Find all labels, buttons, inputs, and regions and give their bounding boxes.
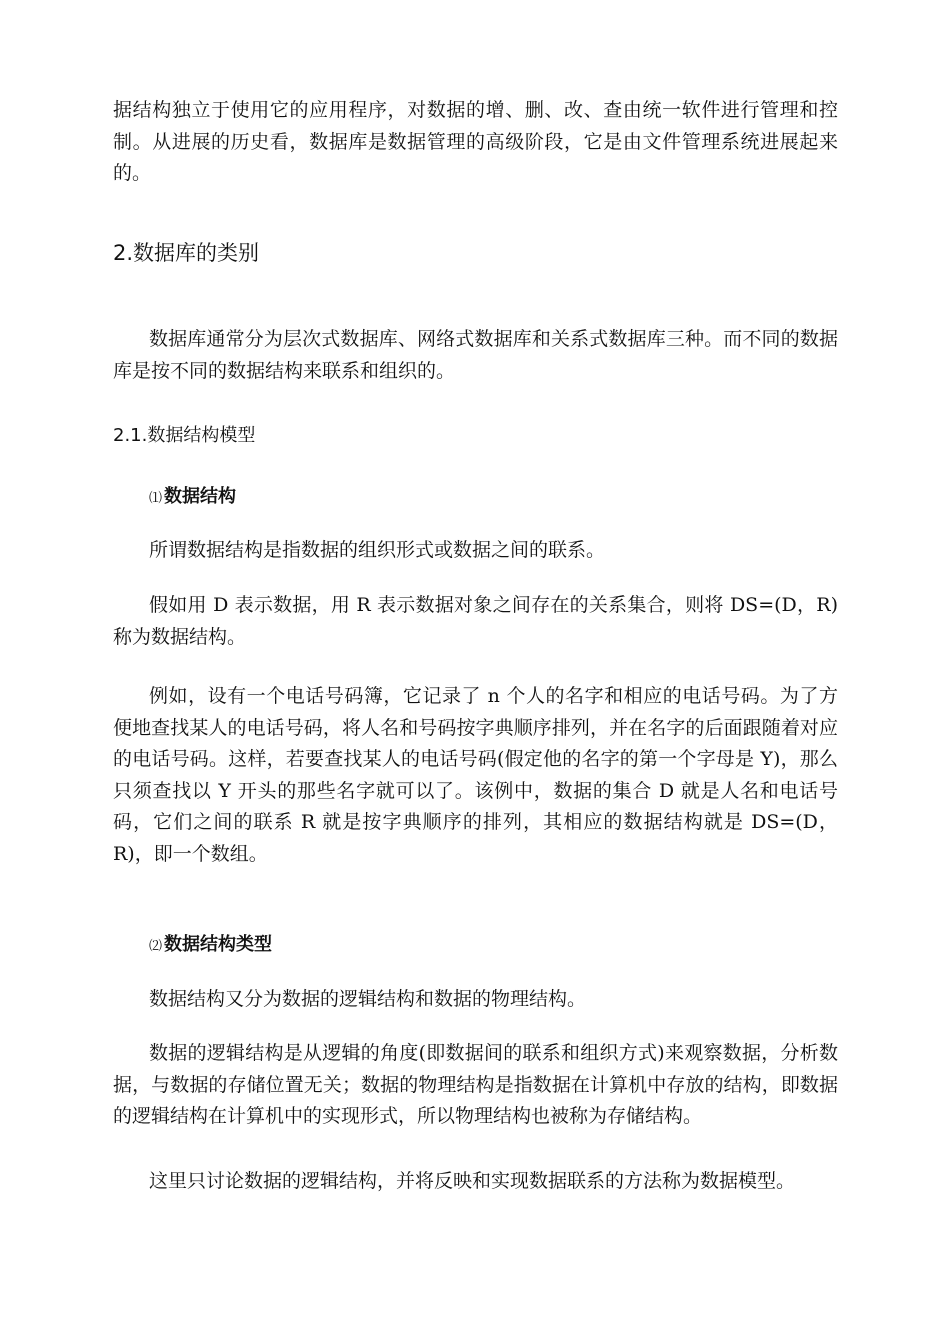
paragraph-intro-continued: 据结构独立于使用它的应用程序，对数据的增、删、改、查由统一软件进行管理和控制。从进展的历史看，数据库是数据管理的高级阶段，它是由文件管理系统进展起来的。 bbox=[113, 99, 838, 185]
paragraph-phonebook-example: 例如，设有一个电话号码簿，它记录了 n 个人的名字和相应的电话号码。为了方便地查找某人的电话号码，将人名和号码按字典顺序排列，并在名字的后面跟随着对应的电话号码。这样，若要查找某人的电话号码(假定他的名字的第一个字母是 Y)，那么只须查找以 Y 开头的那些名字就可以了。该例中，数据的集合 D 就是人名和电话号码，它们之间的联系 R 就是按字典顺序的排列，其相应的数据结构就是 DS=(D，R)，即一个数组。 bbox=[113, 685, 838, 865]
heading-section-2: 2.数据库的类别 bbox=[113, 241, 260, 265]
item-2-number: ⑵ bbox=[149, 939, 163, 954]
paragraph-data-model: 这里只讨论数据的逻辑结构，并将反映和实现数据联系的方法称为数据模型。 bbox=[149, 1170, 796, 1192]
paragraph-database-types: 数据库通常分为层次式数据库、网络式数据库和关系式数据库三种。而不同的数据库是按不同的数据结构来联系和组织的。 bbox=[113, 328, 838, 382]
paragraph-data-structure-definition: 所谓数据结构是指数据的组织形式或数据之间的联系。 bbox=[149, 539, 606, 561]
item-1-number: ⑴ bbox=[149, 491, 163, 506]
item-1-title: 数据结构 bbox=[164, 486, 237, 507]
heading-item-2 bbox=[149, 931, 874, 961]
paragraph-logical-physical: 数据的逻辑结构是从逻辑的角度(即数据间的联系和组织方式)来观察数据，分析数据，与数据的存储位置无关；数据的物理结构是指数据在计算机中存放的结构，即数据的逻辑结构在计算机中的实现形式，所以物理结构也被称为存储结构。 bbox=[113, 1042, 838, 1128]
heading-item-1 bbox=[149, 483, 874, 513]
heading-section-2-1: 2.1.数据结构模型 bbox=[113, 425, 256, 446]
item-2-title: 数据结构类型 bbox=[164, 934, 273, 955]
paragraph-structure-kinds: 数据结构又分为数据的逻辑结构和数据的物理结构。 bbox=[149, 988, 587, 1010]
paragraph-ds-notation: 假如用 D 表示数据，用 R 表示数据对象之间存在的关系集合，则将 DS=(D，R)称为数据结构。 bbox=[113, 594, 838, 648]
